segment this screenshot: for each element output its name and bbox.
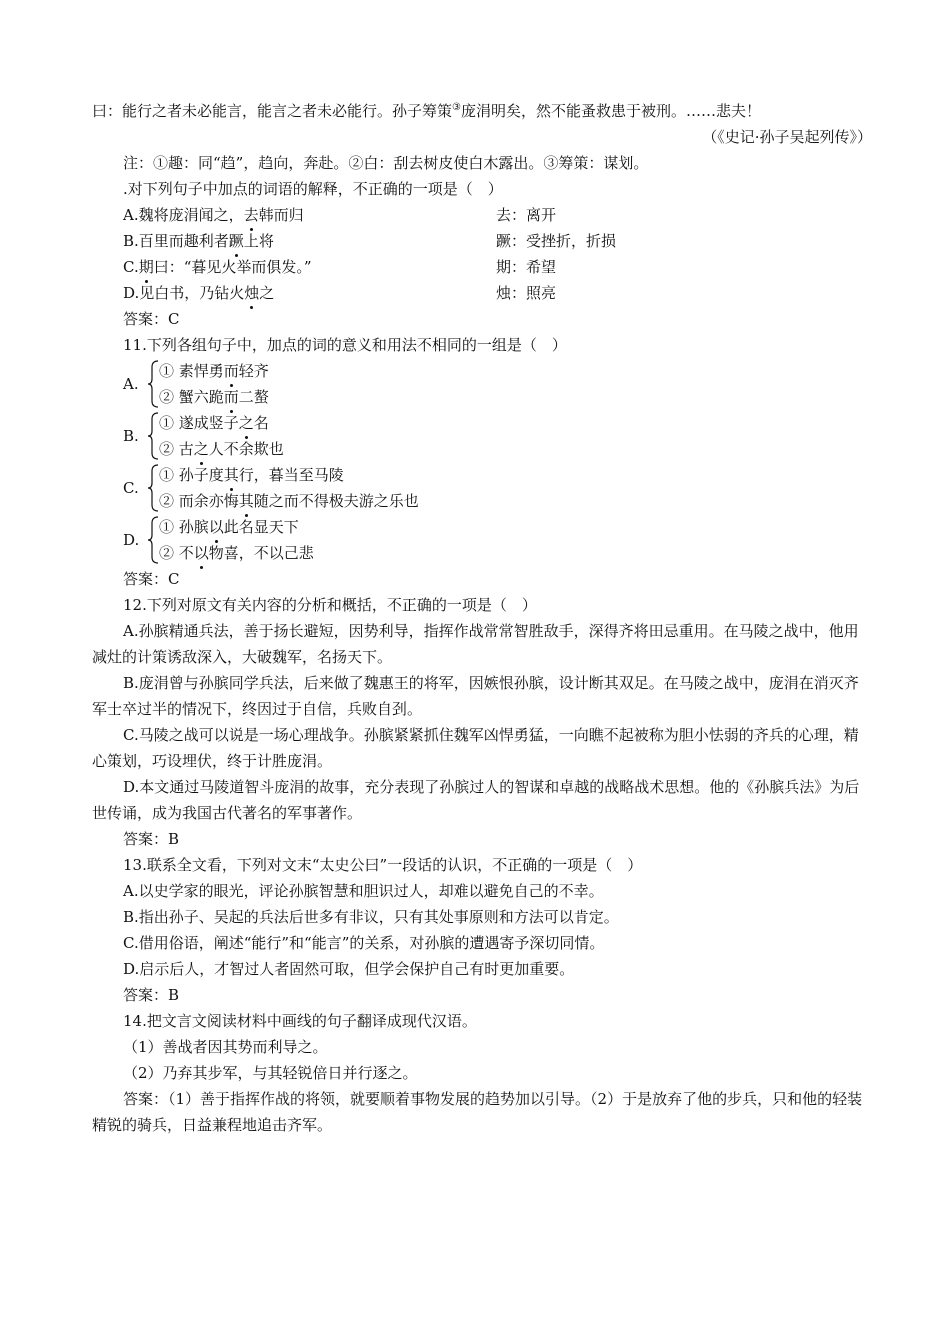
group-label: C. [123, 479, 139, 497]
dotted-word: 以 [209, 514, 224, 540]
dotted-word: 以 [194, 540, 209, 566]
question-10-stem: .对下列句子中加点的词语的解释，不正确的一项是（ ） [123, 180, 503, 198]
brace-icon [147, 410, 159, 462]
dotted-word: 其 [224, 462, 239, 488]
question-13-answer: 答案：B [123, 986, 180, 1004]
question-13-stem: 13.联系全文看，下列对文末“太史公曰”一段话的认识，不正确的一项是（ ） [123, 856, 643, 874]
brace-icon [147, 358, 159, 410]
passage-line [92, 98, 872, 124]
dotted-word: 之 [194, 436, 209, 462]
group-label: A. [123, 375, 139, 393]
dotted-word: 而 [224, 384, 239, 410]
question-12-stem: 12.下列对原文有关内容的分析和概括，不正确的一项是（ ） [123, 596, 537, 614]
brace-icon [147, 514, 159, 566]
footnote-marker: ③ [452, 102, 461, 113]
question-11-group: B. ① 遂成竖子之名 ② 古之人不余欺也 [92, 410, 872, 462]
option-explanation: 烛：照亮 [496, 284, 557, 302]
dotted-word: 之 [239, 410, 254, 436]
question-12-option: D.本文通过马陵道智斗庞涓的故事，充分表现了孙膑过人的智谋和卓越的战略战术思想。他的《孙膑兵法》为后世传诵，成为我国古代著名的军事著作。 [92, 778, 860, 822]
dotted-word: 蹶 [229, 228, 244, 254]
question-13-option: D.启示后人，才智过人者固然可取，但学会保护自己有时更加重要。 [123, 960, 575, 978]
dotted-word: 其 [239, 488, 254, 514]
passage-source: （《史记·孙子吴起列传》） [702, 128, 872, 146]
question-10-option: C.期曰：“暮见火举而俱发。” 期：希望 [92, 254, 872, 280]
question-14-item: （2）乃弃其步军，与其轻锐倍日并行逐之。 [123, 1064, 418, 1082]
question-11-group: C. ① 孙子度其行，暮当至马陵 ② 而余亦悔其随之而不得极夫游之乐也 [92, 462, 872, 514]
dotted-word: 去 [244, 202, 259, 228]
option-explanation: 期：希望 [496, 258, 557, 276]
question-11-group: A. ① 素悍勇而轻齐 ② 蟹六跪而二螯 [92, 358, 872, 410]
question-13-option: C.借用俗语，阐述“能行”和“能言”的关系，对孙膑的遭遇寄予深切同情。 [123, 934, 605, 952]
question-10-option: B.百里而趣利者蹶上将 蹶：受挫折，折损 [92, 228, 872, 254]
annotation-note: 注：①趣：同“趋”，趋向，奔赴。②白：刮去树皮使白木露出。③筹策：谋划。 [123, 154, 649, 172]
question-11-stem: 11.下列各组句子中，加点的词的意义和用法不相同的一组是（ ） [123, 336, 567, 354]
option-explanation: 蹶：受挫折，折损 [496, 232, 617, 250]
question-14-item: （1）善战者因其势而利导之。 [123, 1038, 328, 1056]
group-label: D. [123, 531, 140, 549]
dotted-word: 而 [224, 358, 239, 384]
question-12-option: C.马陵之战可以说是一场心理战争。孙膑紧紧抓住魏军凶悍勇猛，一向瞧不起被称为胆小怯弱的齐兵的心理，精心策划，巧设埋伏，终于计胜庞涓。 [92, 726, 859, 770]
question-13-option: A.以史学家的眼光，评论孙膑智慧和胆识过人，却难以避免自己的不幸。 [123, 882, 604, 900]
dotted-word: 烛 [244, 280, 259, 306]
question-12-answer: 答案：B [123, 830, 180, 848]
question-10-option: D.见白书，乃钻火烛之 烛：照亮 [92, 280, 872, 306]
group-label: B. [123, 427, 139, 445]
dotted-word: 期 [139, 254, 154, 280]
question-11-answer: 答案：C [123, 570, 180, 588]
passage-text: 曰：能行之者未必能言，能言之者未必能行。孙子筹策 [92, 102, 453, 120]
option-explanation: 去：离开 [496, 206, 557, 224]
document-page [92, 98, 872, 1138]
question-13-option: B.指出孙子、吴起的兵法后世多有非议，只有其处事原则和方法可以肯定。 [123, 908, 619, 926]
question-12-option: A.孙膑精通兵法，善于扬长避短，因势利导，指挥作战常常智胜敌手，深得齐将田忌重用。在马陵之战中，他用减灶的计策诱敌深入，大破魏军，名扬天下。 [92, 622, 859, 666]
question-10-answer: 答案：C [123, 310, 180, 328]
passage-text: 庞涓明矣，然不能蚤救患于被刑。……悲夫！ [460, 102, 761, 120]
question-10-option: A.魏将庞涓闻之，去韩而归 去：离开 [92, 202, 872, 228]
brace-icon [147, 462, 159, 514]
question-11-group: D. ① 孙膑以此名显天下 ② 不以物喜，不以己悲 [92, 514, 872, 566]
question-12-option: B.庞涓曾与孙膑同学兵法，后来做了魏惠王的将军，因嫉恨孙膑，设计断其双足。在马陵之战中，庞涓在消灭齐军士卒过半的情况下，终因过于自信，兵败自刭。 [92, 674, 859, 718]
question-14-answer: 答案：（1）善于指挥作战的将领，就要顺着事物发展的趋势加以引导。（2）于是放弃了他的步兵，只和他的轻装精锐的骑兵，日益兼程地追击齐军。 [92, 1090, 863, 1134]
question-14-stem: 14.把文言文阅读材料中画线的句子翻译成现代汉语。 [123, 1012, 477, 1030]
